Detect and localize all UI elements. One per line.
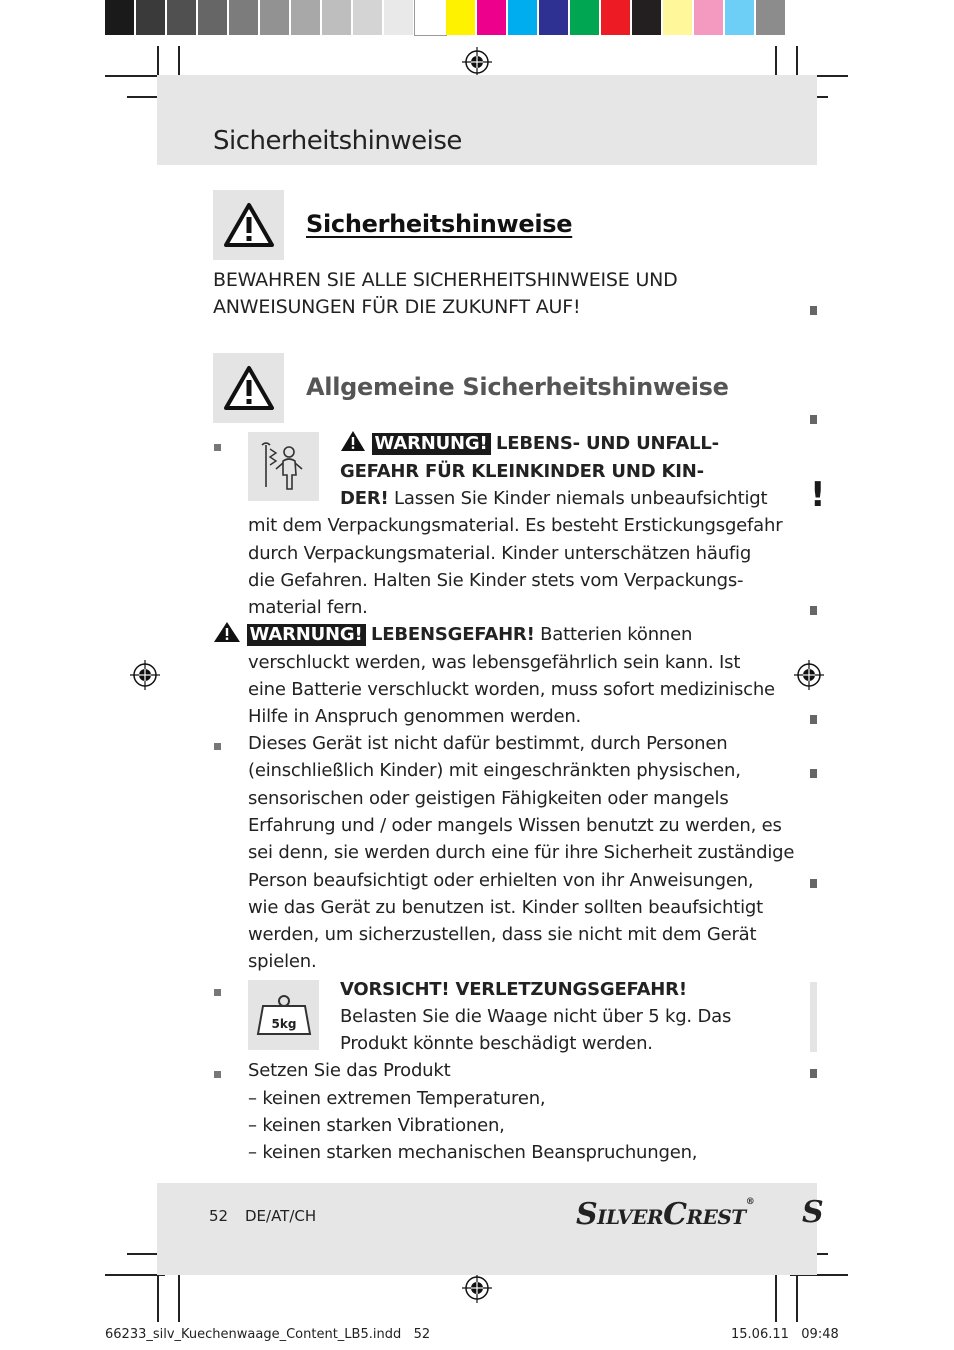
item3-line: sei denn, sie werden durch eine für ihre Sicherheit zuständige — [248, 842, 795, 864]
page-title: Sicherheitshinweise — [213, 126, 462, 156]
color-swatch — [322, 0, 353, 35]
item2-line-2: verschluckt werden, was lebensgefährlich sein kann. Ist — [248, 652, 741, 673]
color-swatch — [291, 0, 322, 35]
item5-line-2: – keinen extremen Temperaturen, — [248, 1088, 546, 1109]
slug-datetime: 15.06.11 09:48 — [731, 1327, 839, 1342]
item5-line-3: – keinen starken Vibrationen, — [248, 1115, 505, 1136]
warning-box — [213, 353, 284, 423]
color-swatch — [601, 0, 632, 35]
region-code: DE/AT/CH — [245, 1207, 317, 1225]
item3-line: sensorischen oder geistigen Fähigkeiten oder mangels — [248, 787, 729, 809]
item1-line-4: mit dem Verpackungsmaterial. Es besteht Erstickungsgefahr — [248, 515, 783, 536]
svg-text:5kg: 5kg — [271, 1017, 296, 1031]
crop-mark — [105, 75, 165, 77]
color-swatch — [694, 0, 725, 35]
color-swatch — [384, 0, 415, 35]
child-icon — [256, 439, 312, 495]
list-bullet — [214, 989, 221, 996]
crop-mark — [178, 1270, 180, 1322]
list-bullet — [810, 769, 817, 778]
color-swatch — [136, 0, 167, 35]
item3-line: wie das Gerät zu benutzen ist. Kinder sollten beaufsichtigt — [248, 896, 763, 918]
item1-line-3: DER! Lassen Sie Kinder niemals unbeaufsichtigt — [340, 488, 768, 509]
next-page-mark: ! — [810, 475, 826, 515]
item3-line: Dieses Gerät ist nicht dafür bestimmt, durch Personen — [248, 733, 728, 754]
color-swatch — [477, 0, 508, 35]
color-swatch — [632, 0, 663, 35]
item3-line: Person beaufsichtigt oder erhielten von ihr Anweisungen, — [248, 869, 754, 891]
list-bullet — [810, 306, 817, 315]
crop-mark — [105, 1274, 165, 1276]
registration-mark-icon — [462, 47, 492, 77]
item2-line-3: eine Batterie verschluckt worden, muss sofort medizinische — [248, 679, 775, 700]
color-swatch — [198, 0, 229, 35]
color-swatch — [229, 0, 260, 35]
list-bullet — [214, 743, 221, 750]
slug-filename: 66233_silv_Kuechenwaage_Content_LB5.indd 52 — [105, 1327, 431, 1342]
next-page-logo-fragment: S — [802, 1195, 824, 1230]
list-bullet — [214, 1071, 221, 1078]
child-warning-box — [248, 432, 319, 501]
safety-keep-line-2: ANWEISUNGEN FÜR DIE ZUKUNFT AUF! — [213, 296, 581, 318]
item3-line: spielen. — [248, 951, 317, 973]
silvercrest-logo: SILVERCREST® — [576, 1197, 755, 1232]
list-bullet — [214, 444, 221, 451]
weight-warning-box — [248, 980, 319, 1050]
crop-mark — [796, 1270, 798, 1322]
warning-triangle-icon — [213, 621, 241, 643]
color-swatch — [105, 0, 136, 35]
color-swatch — [415, 0, 446, 35]
list-bullet — [810, 415, 817, 424]
warning-label: WARNUNG! — [372, 433, 491, 455]
section-heading-general-safety: Allgemeine Sicherheitshinweise — [306, 373, 729, 401]
registration-mark-icon — [130, 660, 160, 690]
item4-line-1: VORSICHT! VERLETZUNGSGEFAHR! — [340, 979, 687, 1000]
item2-line-4: Hilfe in Anspruch genommen werden. — [248, 706, 582, 727]
color-swatch — [725, 0, 756, 35]
item1-line-6: die Gefahren. Halten Sie Kinder stets vom Verpackungs- — [248, 570, 744, 591]
item1-line-2: GEFAHR FÜR KLEINKINDER UND KIN- — [340, 461, 704, 482]
list-bullet — [810, 1069, 817, 1078]
warning-triangle-icon — [223, 365, 275, 411]
list-bullet — [810, 715, 817, 724]
crop-mark — [775, 1270, 777, 1322]
color-swatch — [353, 0, 384, 35]
warning-triangle-icon — [340, 430, 366, 452]
item4-line-3: Produkt könnte beschädigt werden. — [340, 1033, 653, 1054]
item1-line-5: durch Verpackungsmaterial. Kinder unterschätzen häufig — [248, 543, 752, 564]
item3-line: werden, um sicherzustellen, dass sie nicht mit dem Gerät — [248, 924, 757, 946]
section-heading-safety: Sicherheitshinweise — [306, 210, 573, 238]
warning-triangle-icon — [223, 202, 275, 248]
item1-line-1: WARNUNG! LEBENS- UND UNFALL- — [340, 430, 719, 457]
item5-line-1: Setzen Sie das Produkt — [248, 1060, 451, 1081]
item1-line-7: material fern. — [248, 597, 368, 618]
color-swatch — [756, 0, 787, 35]
registration-mark-icon — [794, 660, 824, 690]
list-bullet — [810, 879, 817, 888]
warning-box — [213, 190, 284, 260]
print-color-bar — [105, 0, 787, 35]
color-swatch — [260, 0, 291, 35]
next-page-box — [810, 982, 817, 1052]
list-bullet — [810, 606, 817, 615]
item4-line-2: Belasten Sie die Waage nicht über 5 kg. Das — [340, 1006, 732, 1027]
registration-mark-icon — [462, 1273, 492, 1303]
color-swatch — [663, 0, 694, 35]
color-swatch — [508, 0, 539, 35]
weight-5kg-icon — [255, 992, 313, 1038]
item3-line: Erfahrung und / oder mangels Wissen benutzt zu werden, es — [248, 814, 782, 836]
color-swatch — [570, 0, 601, 35]
crop-mark — [157, 1270, 159, 1322]
color-swatch — [446, 0, 477, 35]
page-number: 52 — [209, 1207, 229, 1225]
item3-line: (einschließlich Kinder) mit eingeschränkten physischen, — [248, 760, 741, 782]
color-swatch — [167, 0, 198, 35]
item5-line-4: – keinen starken mechanischen Beanspruchungen, — [248, 1142, 698, 1163]
safety-keep-line-1: BEWAHREN SIE ALLE SICHERHEITSHINWEISE UND — [213, 269, 678, 291]
warning-label: WARNUNG! — [247, 624, 366, 646]
item2-line-1: WARNUNG! LEBENSGEFAHR! Batterien können — [213, 621, 692, 648]
color-swatch — [539, 0, 570, 35]
